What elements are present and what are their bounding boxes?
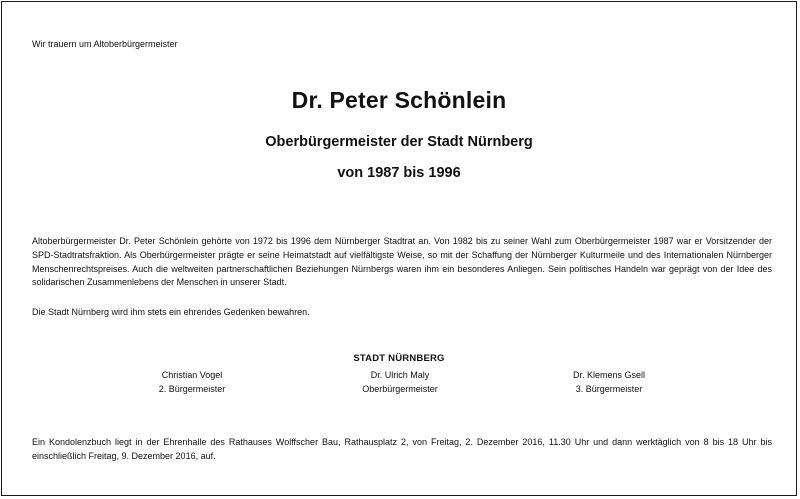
deceased-name: Dr. Peter Schönlein xyxy=(291,87,507,113)
signatory-title: Oberbürgermeister xyxy=(362,384,438,394)
condolence-book-notice: Ein Kondolenzbuch liegt in der Ehrenhalle des Rathauses Wolffscher Bau, Rathausplatz 2, von Freitag, 2. Dezember 2016, 11.30 Uhr und dann werktäglich von 8 bis 18 Uhr bis einschließlich Freitag, 9. Dezember 2016, auf. xyxy=(32,437,772,461)
closing-line: Die Stadt Nürnberg wird ihm stets ein ehrendes Gedenken bewahren. xyxy=(32,307,310,317)
signatory-name: Christian Vogel xyxy=(161,370,223,380)
term-of-office: von 1987 bis 1996 xyxy=(337,165,461,181)
intro-line: Wir trauern um Altoberbürgermeister xyxy=(32,39,178,49)
signatory-center xyxy=(300,368,500,396)
city-signature-heading: STADT NÜRNBERG xyxy=(353,353,445,364)
signatory-title: 2. Bürgermeister xyxy=(158,384,226,394)
signatory-right xyxy=(509,368,709,396)
office-title: Oberbürgermeister der Stadt Nürnberg xyxy=(265,134,533,150)
signatory-name: Dr. Ulrich Maly xyxy=(370,370,430,380)
signatory-left xyxy=(92,368,292,396)
signatory-name: Dr. Klemens Gsell xyxy=(572,370,646,380)
biography-paragraph: Altoberbürgermeister Dr. Peter Schönlein gehörte von 1972 bis 1996 dem Nürnberger Stadtrat an. Von 1982 bis zu seiner Wahl zum Oberbürgermeister 1987 war er Vorsitzender der SPD-Stadtratsfraktion. Als Oberbürgermeister prägte er seine Heimatstadt auf vielfältigste Weise, so mit der Schaffung der Nürnberger Kulturmeile und des Internationalen Nürnberger Menschenrechtspreises. Auch die weltweiten partnerschaftlichen Beziehungen Nürnbergs waren ihm ein besonderes Anliegen. Sein politisches Handeln war geprägt von der Idee des solidarischen Zusammenlebens der Menschen in unserer Stadt. xyxy=(32,236,772,288)
signatory-title: 3. Bürgermeister xyxy=(575,384,643,394)
obituary-notice xyxy=(1,1,797,496)
